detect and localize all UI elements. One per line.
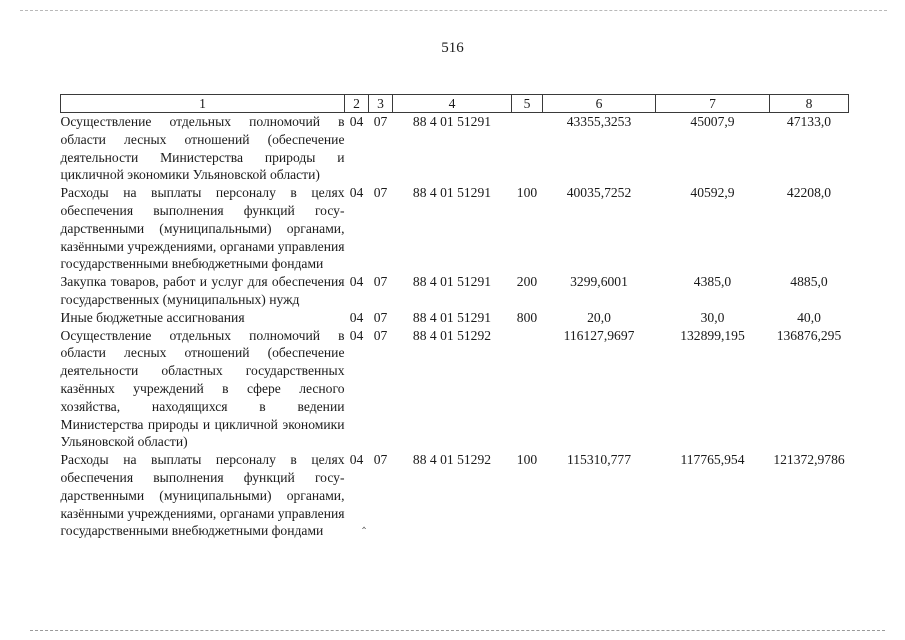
column-header-3: 3	[369, 95, 393, 113]
expense-type-code	[512, 327, 543, 452]
amount-year-1: 20,0	[587, 309, 611, 325]
row-name: Иные бюджетные ассигнования	[60, 309, 245, 325]
header-row	[61, 95, 849, 113]
subsection-code: 07	[373, 309, 388, 325]
table-row	[61, 327, 849, 452]
column-header-4: 4	[393, 95, 512, 113]
column-header-2: 2	[345, 95, 369, 113]
section-code: 04	[349, 452, 364, 468]
amount-year-3: 121372,9786	[773, 452, 845, 468]
target-article-code: 88 4 01 51292	[412, 452, 492, 468]
section-code: 04	[349, 327, 364, 343]
subsection-code: 07	[373, 452, 388, 468]
amount-year-3: 47133,0	[786, 114, 832, 129]
amount-year-2: 117765,954	[680, 452, 745, 468]
row-name: Осуществление отдельных полномочий в области лесных отношений (обеспечение деятельности Министерства природы и цикличной экономики Ульяновской области)	[60, 114, 345, 183]
amount-year-1: 43355,3253	[566, 114, 632, 129]
expense-type-code: 100	[516, 185, 538, 201]
amount-year-2: 4385,0	[693, 274, 732, 290]
amount-year-1: 116127,9697	[563, 327, 635, 343]
amount-year-3: 4885,0	[790, 274, 828, 290]
amount-year-3: 136876,295	[776, 327, 842, 343]
section-code: 04	[349, 274, 364, 290]
section-code: 04	[349, 185, 364, 201]
subsection-code: 07	[373, 114, 388, 129]
amount-year-2: 45007,9	[690, 114, 735, 129]
column-header-1: 1	[61, 95, 345, 113]
table-row	[61, 273, 849, 309]
row-name: Осуществление отдельных полномочий в области лесных отношений (обеспечение деятельности областных государственных казённых учреждений в сфере лесного хозяйства, находящихся в ведении Министерства природы и цикличной экономики Ульяновской области)	[60, 327, 345, 450]
row-name: Закупка товаров, работ и услуг для обеспечения государственных (муниципальных) нужд	[60, 274, 345, 307]
table-row	[61, 309, 849, 327]
expense-type-code	[512, 113, 543, 185]
amount-year-1: 40035,7252	[566, 185, 632, 201]
target-article-code: 88 4 01 51291	[412, 309, 492, 325]
subsection-code: 07	[373, 327, 388, 343]
amount-year-1: 115310,777	[566, 452, 632, 468]
amount-year-2: 132899,195	[680, 327, 745, 343]
section-code: 04	[349, 114, 364, 129]
column-header-6: 6	[543, 95, 656, 113]
target-article-code: 88 4 01 51291	[412, 185, 492, 201]
table-row	[61, 184, 849, 273]
expense-type-code: 100	[516, 452, 538, 468]
amount-year-2: 30,0	[700, 309, 725, 325]
column-header-5: 5	[512, 95, 543, 113]
target-article-code: 88 4 01 51291	[412, 114, 492, 129]
amount-year-2: 40592,9	[690, 185, 735, 201]
expense-type-code: 200	[516, 274, 538, 290]
scan-bottom-edge	[30, 630, 885, 631]
amount-year-3: 40,0	[797, 309, 821, 325]
page-number: 516	[441, 40, 464, 56]
column-header-8: 8	[770, 95, 849, 113]
budget-table	[60, 94, 849, 540]
row-name: Расходы на выплаты персоналу в целях обеспечения выполнения функций государственными (муниципальными) органами, казёнными учреждениями, органами управления государственными внебюджетными фондами	[60, 185, 345, 272]
expense-type-code: 800	[516, 309, 538, 325]
column-header-7: 7	[656, 95, 770, 113]
target-article-code: 88 4 01 51291	[412, 274, 492, 290]
scan-top-edge	[20, 10, 887, 11]
scan-mark: ‸	[362, 515, 367, 529]
amount-year-1: 3299,6001	[570, 274, 628, 290]
subsection-code: 07	[373, 274, 388, 290]
row-name: Расходы на выплаты персоналу в целях обеспечения выполнения функций государственными (муниципальными) органами, казёнными учреждениями, органами управления государственными внебюджетными фондами	[60, 452, 345, 539]
table-row	[61, 113, 849, 185]
target-article-code: 88 4 01 51292	[412, 327, 492, 343]
section-code: 04	[349, 309, 364, 325]
amount-year-3: 42208,0	[786, 185, 832, 201]
table-row	[61, 451, 849, 540]
subsection-code: 07	[373, 185, 388, 201]
